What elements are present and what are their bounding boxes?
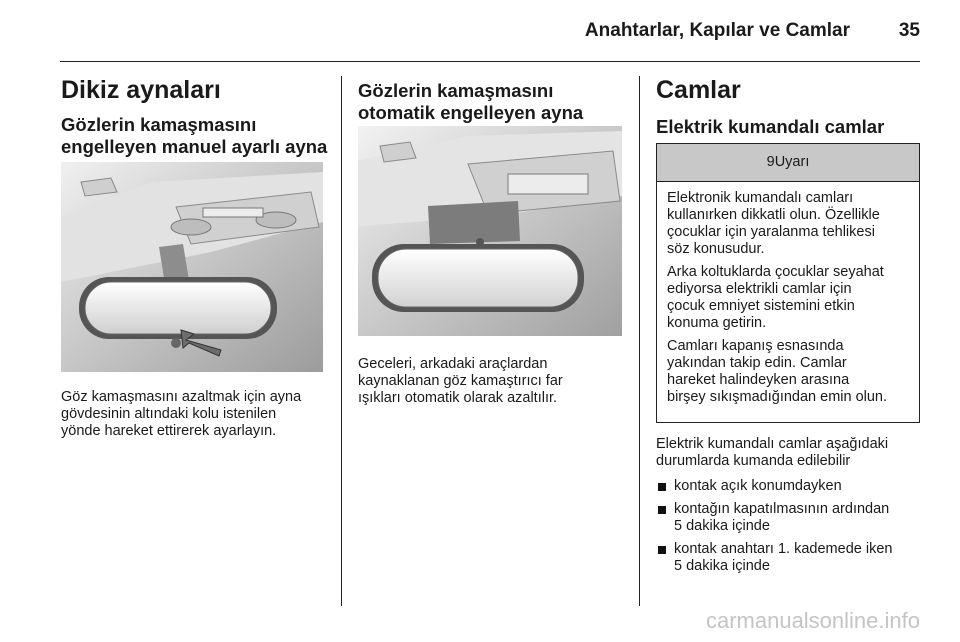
text-line: birşey sıkışmadığından emin olun. bbox=[667, 389, 888, 405]
bullet-square-icon bbox=[658, 546, 666, 554]
warning-triangle-icon: 9 bbox=[766, 154, 775, 170]
text-line: kullanırken dikkatli olun. Özellikle bbox=[667, 207, 880, 223]
text-line: Arka koltuklarda çocuklar seyahat bbox=[667, 264, 884, 280]
windows-intro bbox=[656, 436, 921, 470]
subsection-title-auto-mirror bbox=[358, 80, 628, 124]
text-line: çocuk emniyet sistemini etkin bbox=[667, 298, 855, 314]
section-title-camlar: Camlar bbox=[656, 76, 741, 104]
column-divider-2 bbox=[639, 76, 640, 606]
warning-paragraph bbox=[667, 190, 909, 258]
windows-conditions-list bbox=[656, 478, 921, 581]
text-line: kaynaklanan göz kamaştırıcı far bbox=[358, 373, 563, 389]
page-number: 35 bbox=[898, 20, 920, 41]
text-line: yakından takip edin. Camlar bbox=[667, 355, 847, 371]
column-3 bbox=[656, 76, 921, 138]
auto-mirror-description bbox=[358, 356, 628, 407]
bullet-square-icon bbox=[658, 506, 666, 514]
warning-paragraph bbox=[667, 338, 909, 406]
subsection-title-electric-windows: Elektrik kumandalı camlar bbox=[656, 116, 885, 137]
list-item bbox=[656, 541, 921, 575]
text-line: Elektronik kumandalı camları bbox=[667, 190, 854, 206]
text-line: Göz kamaşmasını azaltmak için ayna bbox=[61, 389, 302, 405]
column-divider-1 bbox=[341, 76, 342, 606]
subsection-title-manual-mirror bbox=[61, 114, 331, 158]
text-line: Elektrik kumandalı camlar aşağıdaki bbox=[656, 436, 889, 452]
text-line: 5 dakika içinde bbox=[674, 518, 770, 534]
watermark: carmanualsonline.info bbox=[705, 608, 920, 633]
text-line: 5 dakika içinde bbox=[674, 558, 770, 574]
text-line: konuma getirin. bbox=[667, 315, 767, 331]
page-header-title: Anahtarlar, Kapılar ve Camlar bbox=[584, 20, 850, 41]
bullet-square-icon bbox=[658, 483, 666, 491]
text-line: ışıkları otomatik olarak azaltılır. bbox=[358, 390, 558, 406]
column-1 bbox=[61, 76, 331, 158]
text-line: kontağın kapatılmasının ardından bbox=[674, 501, 890, 517]
warning-box bbox=[656, 143, 920, 423]
text-line: çocuklar için yaralanma tehlikesi bbox=[667, 224, 875, 240]
subtitle-line: Gözlerin kamaşmasını bbox=[61, 114, 257, 135]
manual-mirror-illustration bbox=[61, 162, 323, 372]
auto-mirror-illustration bbox=[358, 126, 622, 336]
text-line: kontak anahtarı 1. kademede iken bbox=[674, 541, 893, 557]
list-item bbox=[656, 501, 921, 535]
warning-body bbox=[657, 182, 919, 406]
text-line: hareket halindeyken arasına bbox=[667, 372, 850, 388]
manual-mirror-description bbox=[61, 389, 331, 440]
text-line: yönde hareket ettirerek ayarlayın. bbox=[61, 423, 277, 439]
subtitle-line: Gözlerin kamaşmasını bbox=[358, 80, 554, 101]
text-line: gövdesinin altındaki kolu istenilen bbox=[61, 406, 277, 422]
list-item bbox=[656, 478, 921, 495]
text-line: kontak açık konumdayken bbox=[674, 478, 842, 494]
section-title-dikiz-aynalari: Dikiz aynaları bbox=[61, 76, 221, 104]
text-line: Geceleri, arkadaki araçlardan bbox=[358, 356, 548, 372]
subtitle-line: otomatik engelleyen ayna bbox=[358, 102, 584, 123]
warning-header bbox=[657, 144, 919, 182]
header-rule bbox=[60, 61, 920, 62]
text-line: durumlarda kumanda edilebilir bbox=[656, 453, 851, 469]
text-line: ediyorsa elektrikli camlar için bbox=[667, 281, 852, 297]
column-2 bbox=[358, 80, 628, 124]
warning-title: Uyarı bbox=[774, 154, 810, 170]
subtitle-line: engelleyen manuel ayarlı ayna bbox=[61, 136, 328, 157]
warning-paragraph bbox=[667, 264, 909, 332]
text-line: Camları kapanış esnasında bbox=[667, 338, 844, 354]
text-line: söz konusudur. bbox=[667, 241, 765, 257]
